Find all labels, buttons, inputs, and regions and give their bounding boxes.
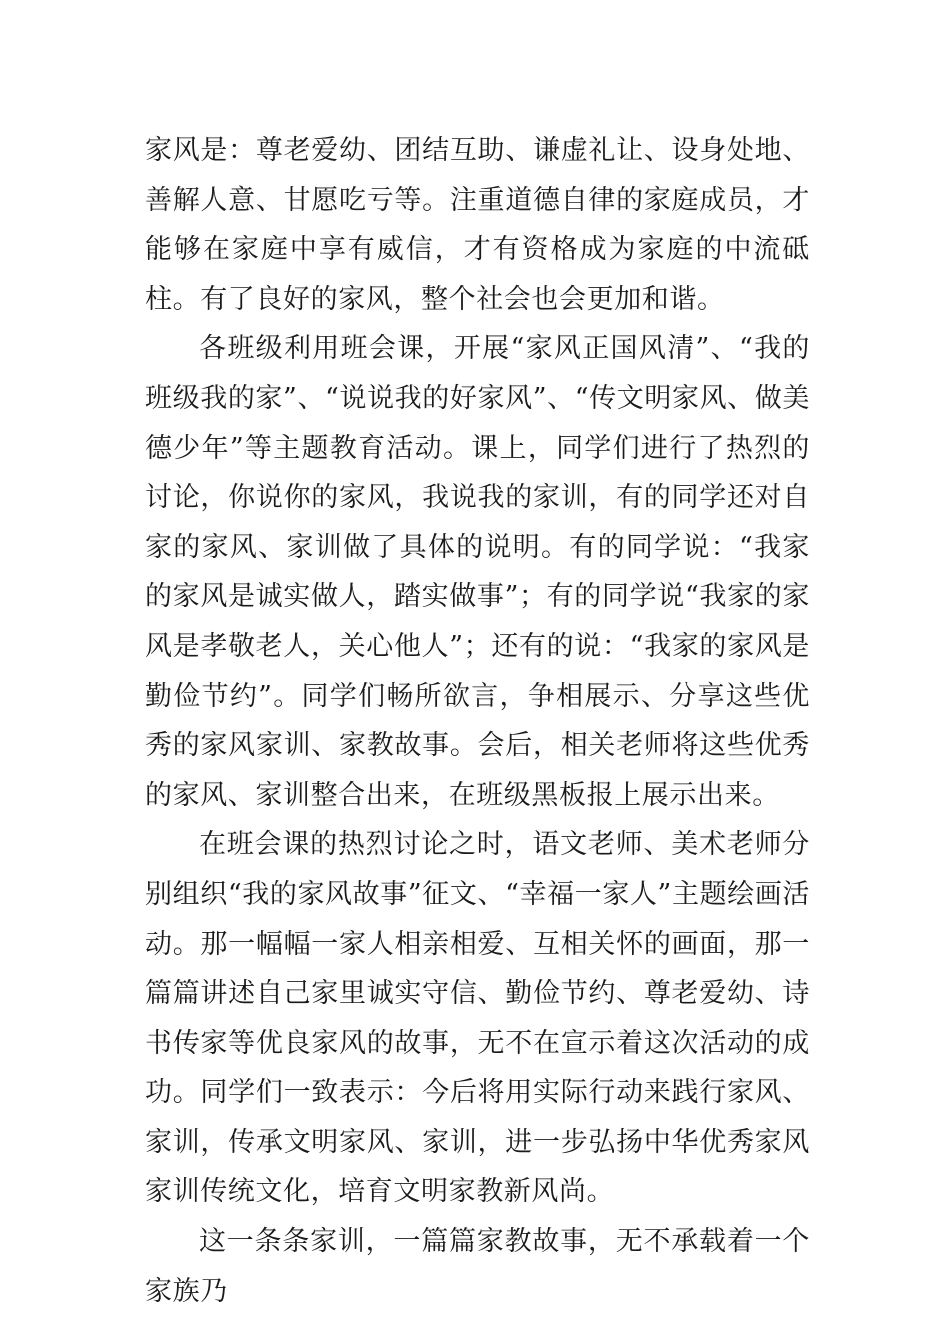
- paragraph-3: 在班会课的热烈讨论之时，语文老师、美术老师分别组织“我的家风故事”征文、“幸福一家人”主题绘画活动。那一幅幅一家人相亲相爱、互相关怀的画面，那一篇篇讲述自己家里诚实守信、勤俭节约、尊老爱幼、诗书传家等优良家风的故事，无不在宣示着这次活动的成功。同学们一致表示：今后将用实际行动来践行家风、家训，传承文明家风、家训，进一步弘扬中华优秀家风家训传统文化，培育文明家教新风尚。: [145, 829, 810, 1208]
- paragraph-1: 家风是：尊老爱幼、团结互助、谦虚礼让、设身处地、善解人意、甘愿吃亏等。注重道德自律的家庭成员，才能够在家庭中享有威信，才有资格成为家庭的中流砥柱。有了良好的家风，整个社会也会更加和谐。: [145, 135, 810, 315]
- paragraph-4: 这一条条家训，一篇篇家教故事，无不承载着一个家族乃: [145, 1226, 810, 1307]
- paragraph-2: 各班级利用班会课，开展“家风正国风清”、“我的班级我的家”、“说说我的好家风”、“传文明家风、做美德少年”等主题教育活动。课上，同学们进行了热烈的讨论，你说你的家风，我说我的家训，有的同学还对自家的家风、家训做了具体的说明。有的同学说：“我家的家风是诚实做人，踏实做事”；有的同学说“我家的家风是孝敬老人，关心他人”；还有的说：“我家的家风是勤俭节约”。同学们畅所欲言，争相展示、分享这些优秀的家风家训、家教故事。会后，相关老师将这些优秀的家风、家训整合出来，在班级黑板报上展示出来。: [145, 333, 810, 811]
- document-body: [145, 126, 810, 1316]
